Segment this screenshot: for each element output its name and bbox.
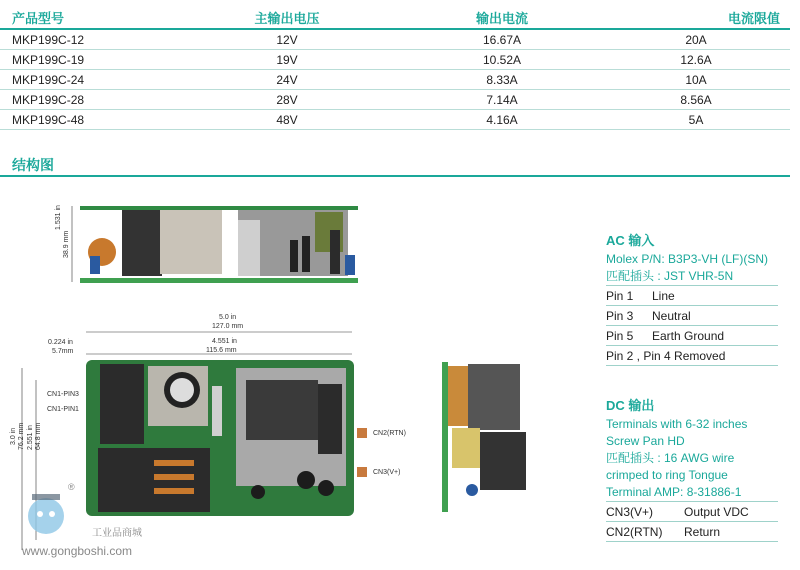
dim-width-in: 5.0 in bbox=[219, 314, 237, 321]
ac-pin-row bbox=[606, 286, 778, 306]
dc-line-5: Terminal AMP: 8-31886-1 bbox=[606, 484, 778, 502]
registered-mark: ® bbox=[68, 482, 75, 492]
table-row bbox=[0, 90, 790, 110]
dc-info bbox=[606, 395, 778, 542]
ac-pin-row bbox=[606, 346, 778, 366]
pin-label: Pin 2 , Pin 4 Removed bbox=[606, 348, 726, 363]
dc-pin-row bbox=[606, 522, 778, 542]
watermark-url: www.gongboshi.com bbox=[22, 544, 133, 558]
table-row bbox=[0, 70, 790, 90]
dc-pin-row bbox=[606, 502, 778, 522]
pin-desc: Line bbox=[652, 288, 675, 303]
ac-pin-row bbox=[606, 306, 778, 326]
pin-label: Pin 5 bbox=[606, 328, 634, 343]
pin-label: Pin 1 bbox=[606, 288, 634, 303]
spec-table-header bbox=[0, 6, 790, 30]
dc-line-2: Screw Pan HD bbox=[606, 434, 685, 448]
pin-desc: Neutral bbox=[652, 308, 691, 323]
cell: 19V bbox=[276, 52, 298, 67]
cell: 4.16A bbox=[486, 112, 518, 127]
dim-v2-in: 2.551 in bbox=[27, 425, 34, 450]
dim-left-in: 0.224 in bbox=[48, 339, 73, 346]
ac-pin-row bbox=[606, 326, 778, 346]
cell: 7.14A bbox=[486, 92, 518, 107]
cell: 28V bbox=[276, 92, 298, 107]
dim-mid-in: 4.551 in bbox=[212, 338, 237, 345]
dim-v-in: 3.0 in bbox=[10, 427, 17, 445]
dim-v-mm: 76.2 mm bbox=[18, 422, 25, 450]
cell: MKP199C-28 bbox=[12, 92, 85, 107]
cell: 10A bbox=[685, 72, 707, 87]
cell: 48V bbox=[276, 112, 298, 127]
cell: 12V bbox=[276, 32, 298, 47]
label-pin1: CN1-PIN1 bbox=[47, 406, 79, 413]
pin-desc: Return bbox=[684, 524, 721, 539]
dim-width-mm: 127.0 mm bbox=[212, 323, 244, 330]
dim-left-mm: 5.7mm bbox=[52, 348, 74, 355]
connector-cn3-icon bbox=[357, 465, 369, 479]
mascot-logo-icon bbox=[18, 484, 78, 544]
section-title: 结构图 bbox=[12, 157, 54, 173]
top-view-drawing bbox=[86, 360, 356, 518]
watermark-name: 工业品商城 bbox=[92, 528, 142, 539]
dim-mid-mm: 115.6 mm bbox=[206, 347, 237, 354]
col-model: 产品型号 bbox=[12, 10, 65, 26]
connector-cn2-icon bbox=[357, 426, 369, 440]
dim-v2-mm: 64.8 mm bbox=[35, 422, 42, 450]
label-cn3: CN3(V+) bbox=[373, 469, 401, 476]
label-pin3: CN1-PIN3 bbox=[47, 391, 79, 398]
cell: 10.52A bbox=[482, 52, 522, 67]
col-limit: 电流限值 bbox=[727, 10, 780, 26]
dc-line-4: crimped to ring Tongue bbox=[606, 468, 728, 482]
pin-label: CN2(RTN) bbox=[606, 524, 663, 539]
ac-line-2: 匹配插头 : JST VHR-5N bbox=[606, 268, 778, 286]
table-row bbox=[0, 110, 790, 130]
dc-line-3: 匹配插头 : 16 AWG wire bbox=[606, 451, 735, 465]
ac-title: AC 输入 bbox=[606, 233, 655, 248]
ac-info bbox=[606, 230, 778, 366]
cell: 20A bbox=[685, 32, 707, 47]
table-row bbox=[0, 30, 790, 50]
cell: 24V bbox=[276, 72, 298, 87]
pin-desc: Earth Ground bbox=[652, 328, 725, 343]
label-cn2: CN2(RTN) bbox=[373, 430, 406, 437]
col-current: 输出电流 bbox=[475, 10, 528, 26]
cell: MKP199C-19 bbox=[12, 52, 85, 67]
cell: MKP199C-48 bbox=[12, 112, 85, 127]
cell: 12.6A bbox=[680, 52, 712, 67]
cell: MKP199C-12 bbox=[12, 32, 85, 47]
side-view-drawing bbox=[50, 200, 370, 290]
cell: 8.33A bbox=[486, 72, 518, 87]
cell: MKP199C-24 bbox=[12, 72, 85, 87]
pin-desc: Output VDC bbox=[684, 504, 749, 519]
end-view-drawing bbox=[442, 362, 532, 514]
table-row bbox=[0, 50, 790, 70]
dc-line-1: Terminals with 6-32 inches bbox=[606, 417, 748, 431]
cell: 5A bbox=[688, 112, 704, 127]
ac-line-1: Molex P/N: B3P3-VH (LF)(SN) bbox=[606, 252, 769, 266]
dc-title: DC 输出 bbox=[606, 398, 655, 413]
pin-label: CN3(V+) bbox=[606, 504, 654, 519]
cell: 8.56A bbox=[680, 92, 712, 107]
col-voltage: 主输出电压 bbox=[254, 10, 320, 26]
pin-label: Pin 3 bbox=[606, 308, 634, 323]
spec-table bbox=[0, 6, 790, 130]
dim-height-mm: 38.9 mm bbox=[63, 230, 70, 258]
dim-height-in: 1.531 in bbox=[55, 205, 62, 230]
divider bbox=[0, 175, 790, 177]
cell: 16.67A bbox=[482, 32, 522, 47]
